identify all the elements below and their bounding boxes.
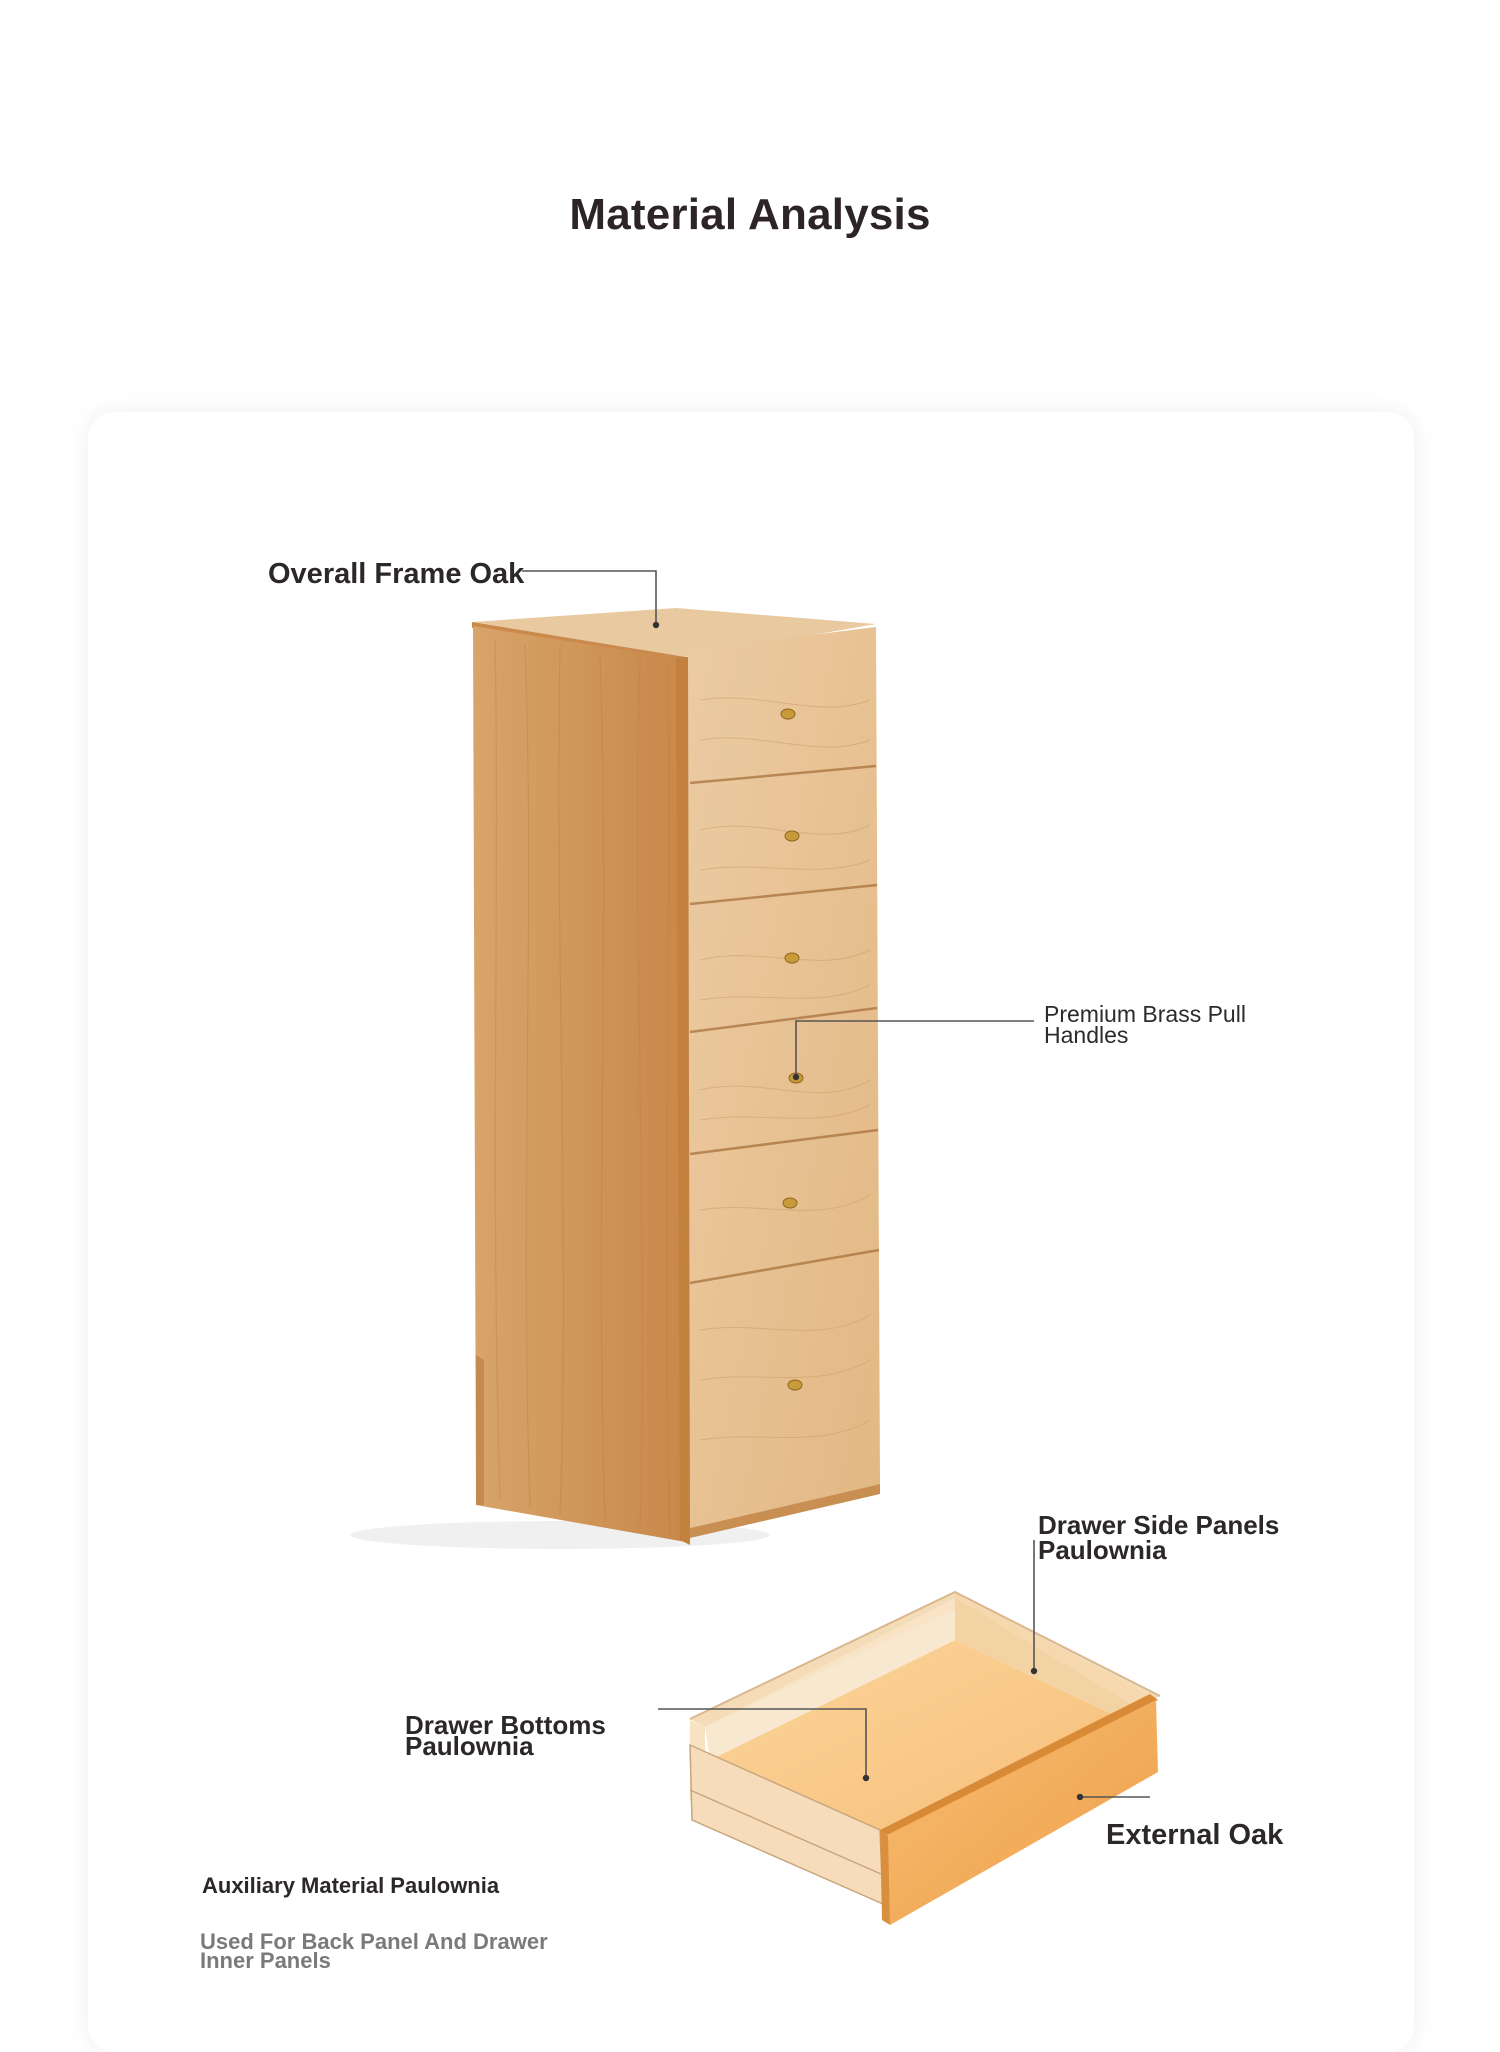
- cabinet-front-panel: [688, 627, 880, 1528]
- label-auxiliary-note: Used For Back Panel And Drawer Inner Panels: [200, 1929, 548, 1973]
- label-overall-frame: Overall Frame Oak: [268, 558, 525, 590]
- cabinet: [350, 608, 880, 1549]
- cabinet-side-panel: [473, 626, 686, 1542]
- label-drawer-side-panels: Drawer Side Panels Paulownia: [1038, 1510, 1280, 1565]
- drawer: [690, 1592, 1160, 1925]
- label-brass-handles: Premium Brass Pull Handles: [1044, 1001, 1246, 1048]
- label-external-oak: External Oak: [1106, 1819, 1284, 1851]
- page-title: Material Analysis: [569, 190, 931, 239]
- label-drawer-bottoms: Drawer Bottoms Paulownia: [405, 1710, 606, 1761]
- label-auxiliary-material: Auxiliary Material Paulownia: [202, 1873, 500, 1898]
- cabinet-side-notch: [476, 1355, 484, 1505]
